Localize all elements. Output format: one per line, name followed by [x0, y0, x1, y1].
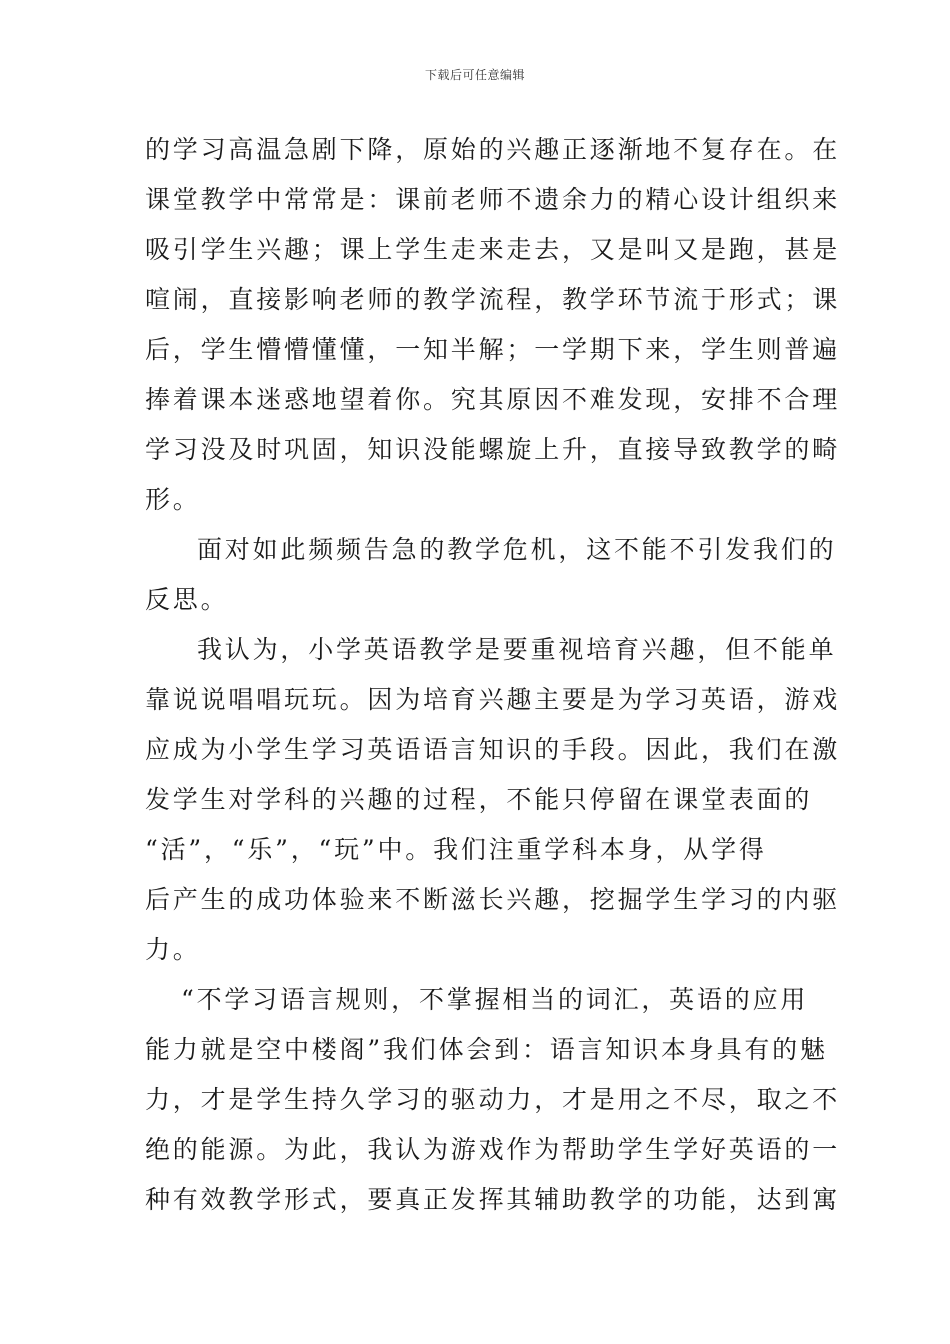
text-line: 能力就是空中楼阁”我们体会到：语言知识本身具有的魅 — [145, 1035, 828, 1064]
text-line: 我认为，小学英语教学是要重视培育兴趣，但不能单 — [197, 635, 837, 664]
text-line: 反思。 — [145, 585, 229, 614]
text-line: 后，学生懵懵懂懂，一知半解；一学期下来，学生则普遍 — [145, 335, 841, 364]
paragraph — [145, 528, 837, 628]
text-line: 形。 — [145, 485, 201, 514]
paragraph — [145, 978, 841, 1228]
text-line: “不学习语言规则，不掌握相当的词汇，英语的应用 — [181, 985, 809, 1014]
text-line: 喧闹，直接影响老师的教学流程，教学环节流于形式；课 — [145, 285, 841, 314]
paragraph — [145, 128, 841, 528]
text-line: 应成为小学生学习英语语言知识的手段。因此，我们在激 — [145, 735, 841, 764]
text-line: 捧着课本迷惑地望着你。究其原因不难发现，安排不合理 — [145, 385, 841, 414]
text-line: 力，才是学生持久学习的驱动力，才是用之不尽，取之不 — [145, 1085, 841, 1114]
text-line: 发学生对学科的兴趣的过程，不能只停留在课堂表面的 — [145, 785, 813, 814]
text-line: 学习没及时巩固，知识没能螺旋上升，直接导致教学的畸 — [145, 435, 841, 464]
text-line: “活”，“乐”，“玩”中。我们注重学科本身，从学得 — [145, 835, 767, 864]
text-line: 后产生的成功体验来不断滋长兴趣，挖掘学生学习的内驱 — [145, 885, 841, 914]
text-line: 面对如此频频告急的教学危机，这不能不引发我们的 — [197, 535, 837, 564]
text-line: 种有效教学形式，要真正发挥其辅助教学的功能，达到寓 — [145, 1185, 841, 1214]
text-line: 的学习高温急剧下降，原始的兴趣正逐渐地不复存在。在 — [145, 135, 841, 164]
text-line: 吸引学生兴趣；课上学生走来走去，又是叫又是跑，甚是 — [145, 235, 841, 264]
text-line: 课堂教学中常常是：课前老师不遗余力的精心设计组织来 — [145, 185, 841, 214]
text-line: 绝的能源。为此，我认为游戏作为帮助学生学好英语的一 — [145, 1135, 841, 1164]
text-line: 靠说说唱唱玩玩。因为培育兴趣主要是为学习英语，游戏 — [145, 685, 841, 714]
page-header: 下载后可任意编辑 — [424, 68, 525, 82]
document-body — [145, 128, 841, 1228]
text-line: 力。 — [145, 935, 201, 964]
paragraph — [145, 628, 841, 978]
